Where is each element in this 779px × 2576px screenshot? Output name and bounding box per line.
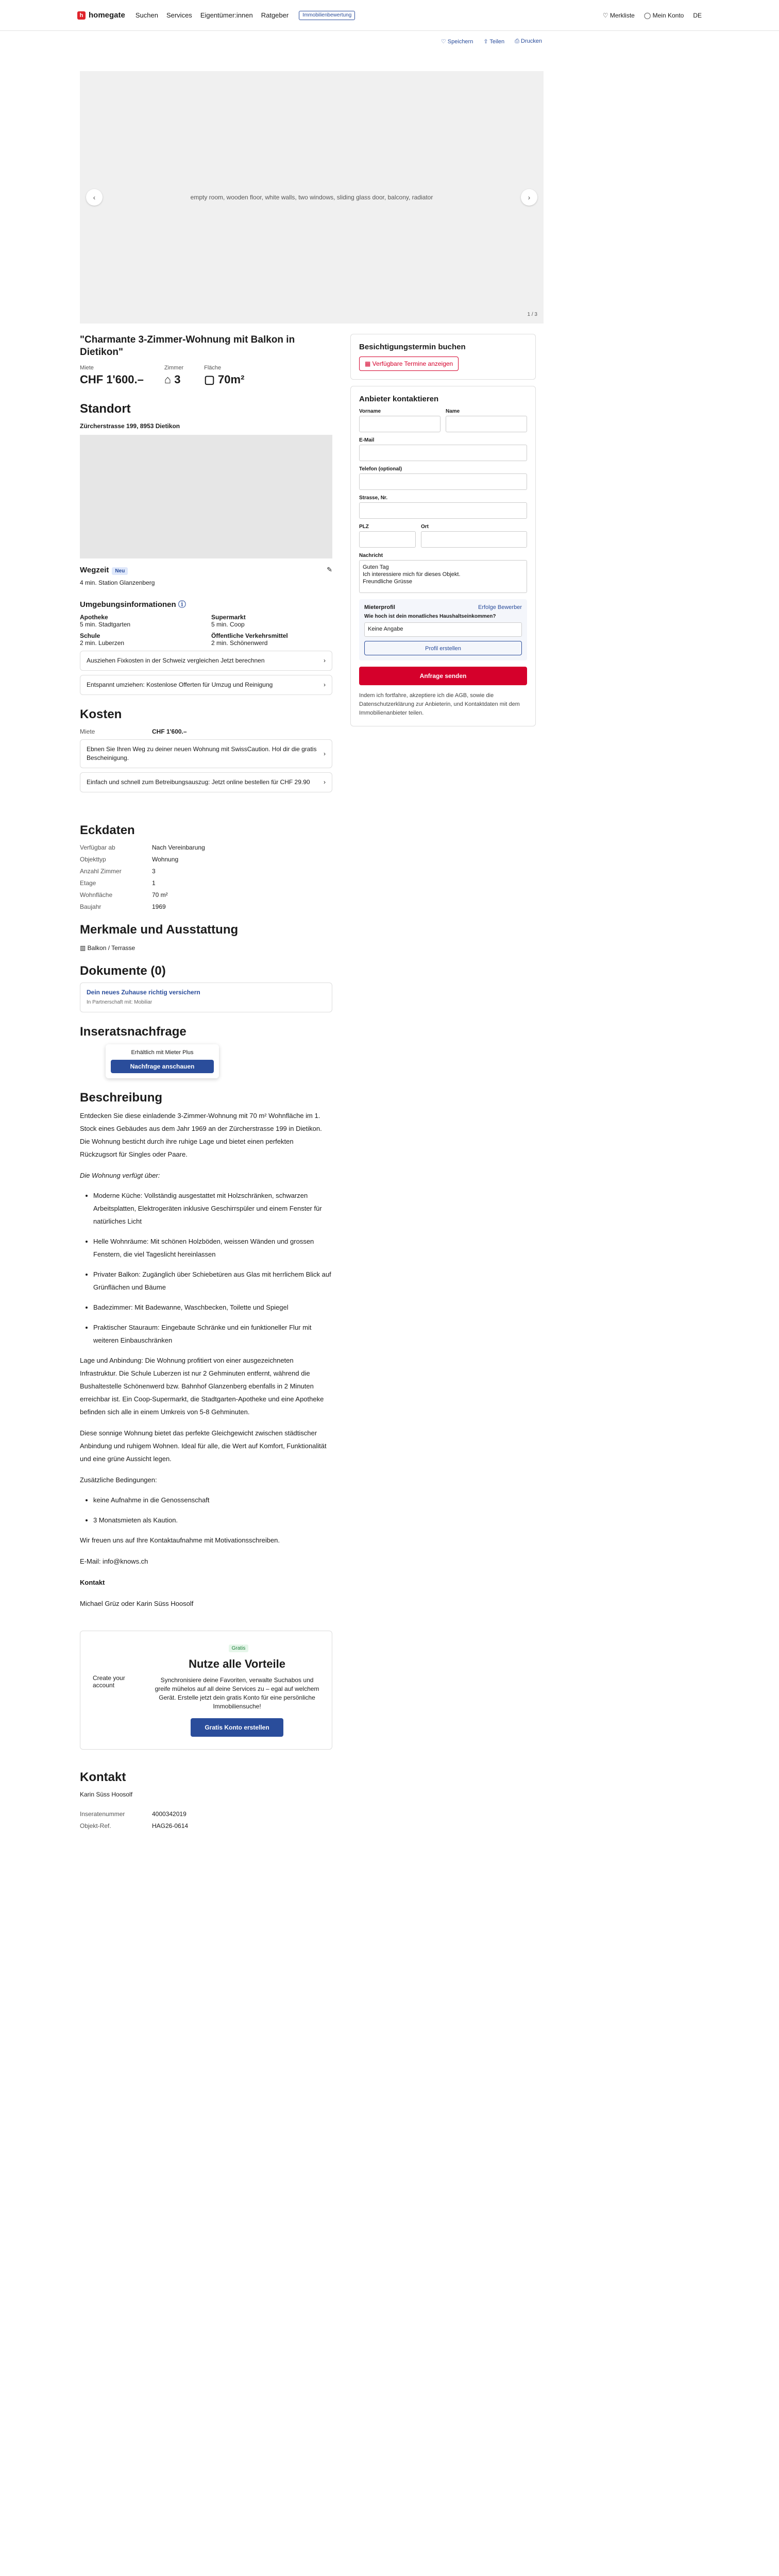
chevron-right-icon: ›	[324, 750, 326, 757]
account-link[interactable]: ◯ Mein Konto	[643, 11, 684, 19]
street-input[interactable]	[359, 502, 527, 519]
rent-label: Miete	[80, 365, 94, 371]
standort-heading: Standort	[80, 402, 131, 416]
eckdaten-value: 1969	[152, 903, 166, 910]
ort-input[interactable]	[421, 531, 527, 548]
homegate-logo-icon: h	[77, 11, 86, 20]
email-input[interactable]	[359, 445, 527, 461]
contact-form: Anbieter kontaktieren Vorname Name E-Mail Telefon (optional) Strasse, Nr. PLZ Ort Nachricht Guten Tag Ich interessiere mich für dieses Objekt. Freundliche Grüsse Mieterprofil Erfolge Bewerber Wie hoch ist dein monatliches Haushaltseinkommen? Keine Angabe Profil erstellen Anfrage senden Indem ich fortfahre, akzeptiere ich die AGB, sowie die Datenschutzerklärung zur Anbieterin, und Kontaktdaten mit dem Immobilienanbieter teilen.	[350, 386, 536, 726]
share-button[interactable]: ⇪ Teilen	[483, 38, 505, 45]
intro-text: Entdecken Sie diese einladende 3-Zimmer-Wohnung mit 70 m² Wohnfläche im 1. Stock eines Gebäudes aus dem Jahr 1969 an der Zürcherstrasse 199 in Dietikon. Die Wohnung besticht durch ihre ruhige Lage und bietet einen perfekten Rückzugsort für Singles oder Paare.	[80, 1112, 322, 1158]
nav-suchen[interactable]: Suchen	[135, 11, 158, 19]
eckdaten-key: Wohnfläche	[80, 891, 113, 899]
eckdaten-table	[80, 844, 332, 910]
betreibung-box[interactable]: Einfach und schnell zum Betreibungsauszug: Jetzt online bestellen für CHF 29.90 ›	[80, 772, 332, 792]
signup-card: Create your account Gratis Nutze alle Vorteile Synchronisiere deine Favoriten, verwalte Suchabos und greife mühelos auf all deine Services zu – egal auf welchem Gerät. Erstelle jetzt dein gratis Konto für eine persönliche Immobiliensuche! Gratis Konto erstellen	[80, 1631, 332, 1750]
chevron-right-icon: ›	[324, 778, 326, 786]
eckdaten-key: Etage	[80, 879, 96, 887]
chevron-left-icon[interactable]: ‹	[86, 189, 103, 206]
eckdaten-key: Baujahr	[80, 903, 101, 910]
feature-list: • Moderne Küche: Vollständig ausgestattet mit Holzschränken, schwarzen Arbeitsplatten, Elektrogeräten inklusive Geschirrspüler und einem Fenster für natürliches Licht • Helle Wohnräume: Mit schönen Holzböden, weissen Wänden und grossen Fenstern, die viel Tageslicht hereinlassen • Privater Balkon: Zugänglich über Schiebetüren aus Glas mit herrlichem Blick auf Grünflächen und Bäume • Badezimmer: Mit Badewanne, Waschbecken, Toilette und Spiegel • Praktischer Stauraum: Eingebaute Schränke und ein funktioneller Flur mit weiteren Einbauschränken	[93, 1189, 332, 1347]
bewertung-badge[interactable]: Immobilienbewertung	[299, 11, 355, 20]
fixkosten-box[interactable]: Ausziehen Fixkosten in der Schweiz vergleichen Jetzt berechnen ›	[80, 651, 332, 671]
chevron-right-icon: ›	[324, 657, 326, 664]
phone-input[interactable]	[359, 473, 527, 490]
print-button[interactable]: ⎙ Drucken	[515, 38, 542, 44]
action-bar	[0, 31, 779, 52]
bed-icon: ⌂	[164, 373, 175, 386]
logo[interactable]: h homegate	[77, 11, 125, 20]
umgebung-heading: Umgebungsinformationen ⓘ	[80, 600, 186, 609]
eckdaten-value: 3	[152, 868, 156, 875]
nachfrage-heading: Inseratsnachfrage	[80, 1025, 187, 1039]
wegzeit-heading: Wegzeit	[80, 566, 109, 574]
send-button[interactable]: Anfrage senden	[359, 667, 527, 685]
message-textarea[interactable]: Guten Tag Ich interessiere mich für dieses Objekt. Freundliche Grüsse	[359, 560, 527, 593]
mieterprofil-link[interactable]: Erfolge Bewerber	[478, 604, 522, 611]
address: Zürcherstrasse 199, 8953 Dietikon	[80, 422, 180, 430]
eckdaten-key: Objekttyp	[80, 856, 106, 863]
nav-ratgeber[interactable]: Ratgeber	[261, 11, 289, 19]
rooms-value: 3	[174, 373, 181, 386]
nav-eigentuemer[interactable]: Eigentümer:innen	[200, 11, 253, 19]
info-icon[interactable]: ⓘ	[178, 600, 186, 609]
language-select[interactable]: DE	[693, 11, 702, 19]
eckdaten-heading: Eckdaten	[80, 823, 135, 837]
save-button[interactable]: ♡ Speichern	[441, 38, 473, 45]
main-column: "Charmante 3-Zimmer-Wohnung mit Balkon in Dietikon" Miete CHF 1'600.– Zimmer ⌂ 3 Fläche ▢ 70m² Standort Zürcherstrasse 199, 8953 Dietikon Wegzeit Neu ✎ 4 min. Station Glanzenberg Umgebungsinformationen ⓘ Apotheke 5 min. Stadtgarten Supermarkt 5 min. Coop Schule 2 min. Luberzen Öffentliche Verkehrsmittel 2 min. Schönenwerd Ausziehen Fixkosten in der Schweiz vergleichen Jetzt berechnen › Entspannt umziehen: Kostenlose Offerten für Umzug und Reinigung › Kosten Miete CHF 1'600.– Ebnen Sie Ihren Weg zu deiner neuen Wohnung mit SwissCaution. Hol dir die gratis Bescheinigung. › Einfach und schnell zum Betreibungsauszug: Jetzt online bestellen für CHF 29.90 › Eckdaten Verfügbar ab Nach Vereinbarung Objekttyp Wohnung Anzahl Zimmer 3 Etage 1 Wohnfläche 70 m² Baujahr 1969 Merkmale und Ausstattung ▥ Balkon / Terrasse Dokumente (0) Dein neues Zuhause richtig versichern In Partnerschaft mit: Mobiliar Inseratsnachfrage Erhältlich mit Mieter Plus Nachfrage anschauen Beschreibung Entdecken Sie diese einladende 3-Zimmer-Wohnung mit 70 m² Wohnfläche im 1. Stock eines Gebäudes aus dem Jahr 1969 an der Zürcherstrasse 199 in Dietikon. Die Wohnung besticht durch ihre ruhige Lage und bietet einen perfekten Rückzugsort für Singles oder Paare. Die Wohnung verfügt über: • Moderne Küche: Vollständig ausgestattet mit Holzschränken, schwarzen Arbeitsplatten, Elektrogeräten inklusive Geschirrspüler und einem Fenster für natürliches Licht • Helle Wohnräume: Mit schönen Holzböden, weissen Wänden und grossen Fenstern, die viel Tageslicht hereinlassen • Privater Balkon: Zugänglich über Schiebetüren aus Glas mit herrlichem Blick auf Grünflächen und Bäume • Badezimmer: Mit Badewanne, Waschbecken, Toilette und Spiegel • Praktischer Stauraum: Eingebaute Schränke und ein funktioneller Flur mit weiteren Einbauschränken Lage und Anbindung: Die Wohnung profitiert von einer ausgezeichneten Infrastruktur. Die Schule Luberzen ist nur 2 Gehminuten entfernt, während die Bushaltestelle Schönenwerd bzw. Bahnhof Glanzenberg ebenfalls in 2 Minuten erreichbar ist. Ein Coop-Supermarkt, die Stadtgarten-Apotheke und eine Apotheke befinden sich alle in einem Umkreis von 5-8 Gehminuten. Diese sonnige Wohnung bietet das perfekte Gleichgewicht zwischen städtischer Anbindung und ruhigem Wohnen. Ideal für alle, die Wert auf Komfort, Funktionalität und eine grüne Aussicht legen. Zusätzliche Bedingungen: • keine Aufnahme in die Genossenschaft • 3 Monatsmieten als Kaution. Wir freuen uns auf Ihre Kontaktaufnahme mit Motivationsschreiben. E-Mail: info@knows.ch Kontakt Michael Grüz oder Karin Süss Hoosolf Create your account Gratis Nutze alle Vorteile Synchronisiere deine Favoriten, verwalte Suchabos und greife mühelos auf all deine Services zu – egal auf welchem Gerät. Erstelle jetzt dein gratis Konto für eine persönliche Immobiliensuche! Gratis Konto erstellen Kontakt Karin Süss Hoosolf Inseratenummer 4000342019 Objekt-Ref. HAG26-0614	[80, 334, 332, 1829]
new-badge: Neu	[112, 567, 128, 575]
merkmal-item: ▥ Balkon / Terrasse	[80, 944, 136, 952]
income-select[interactable]: Keine Angabe	[364, 622, 522, 637]
swisscaution-box[interactable]: Ebnen Sie Ihren Weg zu deiner neuen Wohnung mit SwissCaution. Hol dir die gratis Bescheinigung. ›	[80, 739, 332, 768]
gallery-image-alt: empty room, wooden floor, white walls, two windows, sliding glass door, balcony, radiator	[190, 194, 433, 201]
profil-button[interactable]: Profil erstellen	[364, 641, 522, 655]
besichtigung-panel: Besichtigungstermin buchen ▦ Verfügbare Termine anzeigen	[350, 334, 536, 380]
eckdaten-value: Wohnung	[152, 856, 179, 863]
area-value: 70m²	[218, 373, 245, 386]
umgebung-grid: Apotheke 5 min. Stadtgarten Supermarkt 5 min. Coop Schule 2 min. Luberzen Öffentliche Verkehrsmittel 2 min. Schönenwerd	[80, 614, 288, 647]
chevron-right-icon[interactable]: ›	[521, 189, 537, 206]
location-map[interactable]	[80, 435, 332, 558]
umzug-box[interactable]: Entspannt umziehen: Kostenlose Offerten für Umzug und Reinigung ›	[80, 675, 332, 695]
eckdaten-key: Verfügbar ab	[80, 844, 115, 851]
edit-icon[interactable]: ✎	[327, 566, 332, 573]
mieterprofil-box: Mieterprofil Erfolge Bewerber Wie hoch ist dein monatliches Haushaltseinkommen? Keine Angabe Profil erstellen	[359, 599, 527, 660]
image-gallery[interactable]	[80, 71, 544, 324]
top-header	[0, 0, 779, 31]
rooms-label: Zimmer	[164, 365, 184, 371]
calendar-icon: ▦	[365, 360, 372, 367]
user-icon: ◯	[643, 11, 653, 19]
name-input[interactable]	[446, 416, 527, 432]
side-column	[350, 334, 536, 726]
nav-services[interactable]: Services	[166, 11, 192, 19]
area-icon: ▢	[204, 373, 218, 386]
plz-input[interactable]	[359, 531, 416, 548]
nachfrage-button[interactable]: Nachfrage anschauen	[111, 1060, 214, 1073]
create-account-button[interactable]: Gratis Konto erstellen	[191, 1718, 283, 1737]
merkmale-heading: Merkmale und Ausstattung	[80, 923, 239, 937]
eckdaten-key: Anzahl Zimmer	[80, 868, 122, 875]
dokumente-heading: Dokumente (0)	[80, 964, 166, 978]
key-facts	[80, 365, 332, 386]
termine-button[interactable]: ▦ Verfügbare Termine anzeigen	[359, 357, 459, 371]
area-label: Fläche	[204, 365, 222, 371]
vorname-input[interactable]	[359, 416, 441, 432]
rent-value: CHF 1'600.–	[80, 373, 144, 386]
versicherung-promo[interactable]: Dein neues Zuhause richtig versichern In Partnerschaft mit: Mobiliar	[80, 982, 332, 1012]
heart-icon: ♡	[602, 11, 610, 19]
merkliste-link[interactable]: ♡ Merkliste	[602, 11, 635, 19]
balcony-icon: ▥	[80, 944, 88, 952]
mieter-plus-popup: Erhältlich mit Mieter Plus Nachfrage anschauen	[106, 1044, 219, 1078]
listing-title: "Charmante 3-Zimmer-Wohnung mit Balkon in Dietikon"	[80, 334, 295, 358]
beschreibung-heading: Beschreibung	[80, 1091, 163, 1105]
eckdaten-value: 1	[152, 879, 156, 887]
eckdaten-value: Nach Vereinbarung	[152, 844, 205, 851]
wegzeit-row: 4 min. Station Glanzenberg	[80, 579, 155, 586]
gallery-counter: 1 / 3	[527, 312, 537, 317]
chevron-right-icon: ›	[324, 681, 326, 688]
kosten-heading: Kosten	[80, 707, 122, 721]
kontakt-heading: Kontakt	[80, 1770, 126, 1784]
main-nav	[136, 11, 289, 19]
eckdaten-value: 70 m²	[152, 891, 168, 899]
